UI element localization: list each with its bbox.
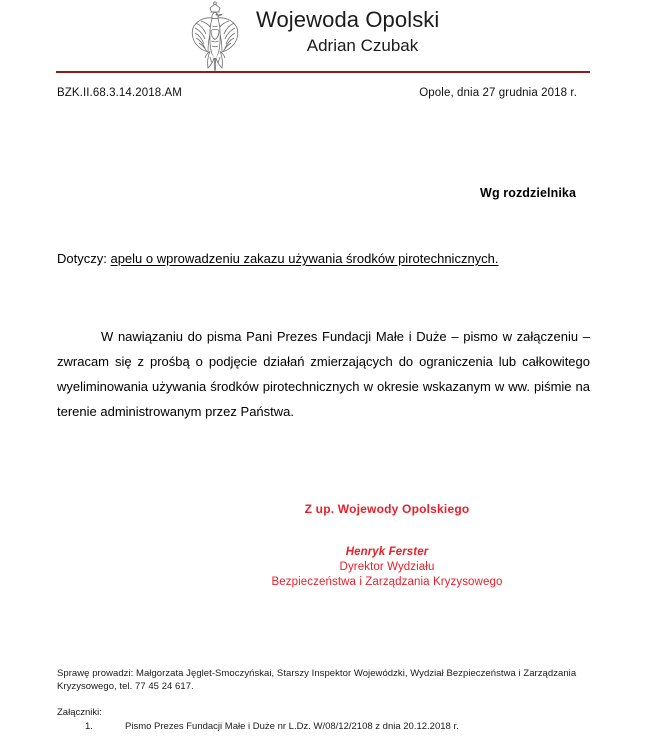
subject-text: apelu o wprowadzeniu zakazu używania środków pirotechnicznych. xyxy=(110,251,499,266)
body-paragraph: W nawiązaniu do pisma Pani Prezes Fundacji Małe i Duże – pismo w załączeniu – zwracam się z prośbą o podjęcie działań zmierzających do ograniczenia lub całkowitego wyeliminowania używania środków pirotechnicznych w okresie wskazanym w ww. piśmie na terenie administrowanym przez Państwa. xyxy=(57,329,590,419)
letterhead-title: Wojewoda Opolski xyxy=(256,7,440,32)
signature-block xyxy=(0,501,646,590)
attachments-section xyxy=(57,706,597,733)
letterhead-divider xyxy=(56,71,590,73)
attachment-number: 1. xyxy=(85,721,93,732)
attachments-title: Załączniki: xyxy=(57,707,102,718)
subject-line xyxy=(57,250,499,268)
signatory-role-line2: Bezpieczeństwa i Zarządzania Kryzysowego xyxy=(271,576,503,588)
signatory-role-line1: Dyrektor Wydziału xyxy=(339,561,435,573)
letterhead-subtitle: Adrian Czubak xyxy=(306,36,419,55)
place-and-date: Opole, dnia 27 grudnia 2018 r. xyxy=(419,87,577,99)
attachment-text: Pismo Prezes Fundacji Małe i Duże nr L.Dz. W/08/12/2108 z dnia 20.12.2018 r. xyxy=(125,721,459,732)
reference-date-row xyxy=(0,86,646,100)
attachment-item xyxy=(57,720,597,733)
signature-names xyxy=(128,545,646,590)
case-handler-note: Sprawę prowadzi: Małgorzata Jęglet-Smoczyńskai, Starszy Inspektor Wojewódzki, Wydział Bezpieczeństwa i Zarządzania Kryzysowego, tel. 77 45 24 617. xyxy=(57,668,577,692)
letterhead-titles xyxy=(256,6,556,57)
reference-number: BZK.II.68.3.14.2018.AM xyxy=(57,87,182,99)
subject-label: Dotyczy: xyxy=(57,251,107,266)
letterhead xyxy=(0,0,646,68)
letter-body xyxy=(57,324,590,424)
addressee: Wg rozdzielnika xyxy=(480,186,576,200)
signature-authority: Z up. Wojewody Opolskiego xyxy=(304,502,470,516)
polish-eagle-coat-of-arms-icon xyxy=(184,1,246,73)
signatory-name: Henryk Ferster xyxy=(345,546,429,558)
